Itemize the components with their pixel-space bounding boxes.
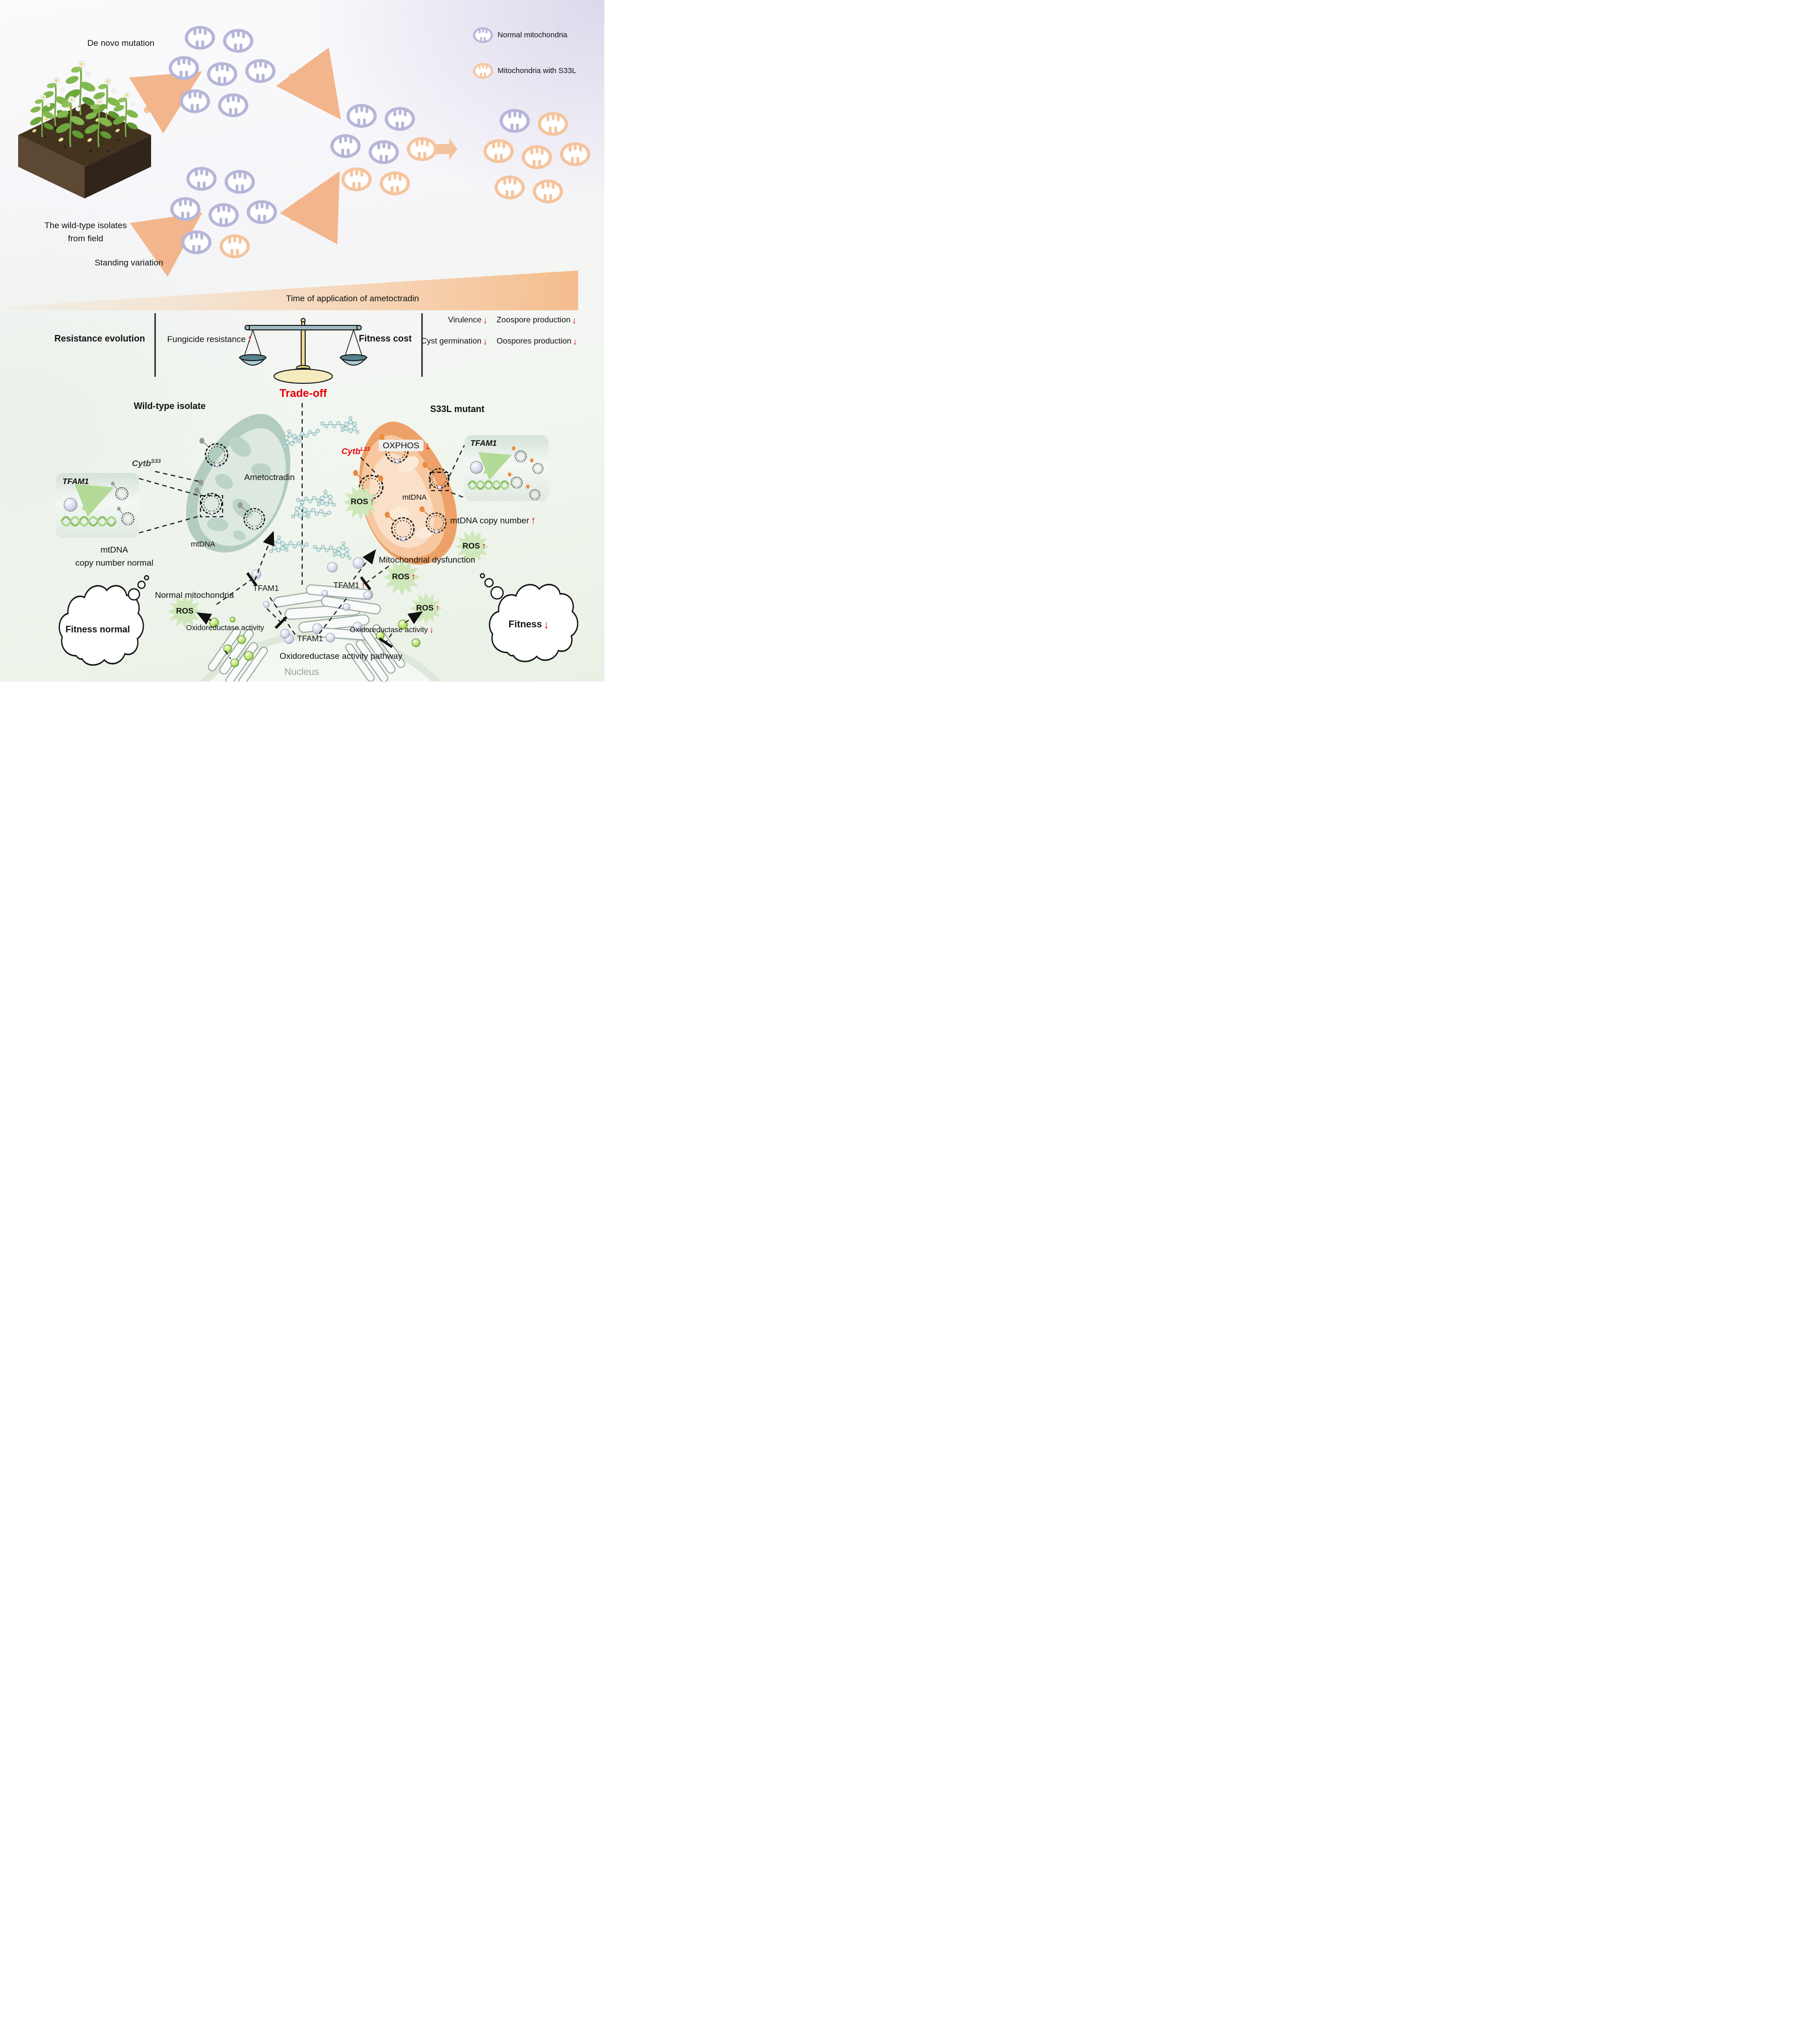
mutant-mtdna-caption bbox=[450, 515, 536, 527]
up-arrow: ↑ bbox=[361, 580, 366, 591]
ros-mutant-right bbox=[462, 541, 486, 552]
cyst-germination-text: Cyst germination bbox=[421, 337, 481, 346]
mitochondrion-icon-s33l bbox=[483, 139, 514, 163]
mitochondrion-icon-s33l bbox=[380, 171, 410, 195]
fungicide-resistance-item bbox=[167, 333, 252, 345]
tfam1-label-mutant bbox=[333, 580, 366, 591]
oxidoreductase-text: Oxidoreductase activity bbox=[350, 625, 428, 634]
ros-mutant-lower bbox=[416, 603, 440, 614]
balance-scale-illustration bbox=[240, 318, 367, 383]
oxidoreductase-activity-left: Oxidoreductase activity bbox=[186, 624, 264, 632]
resistance-evolution-title: Resistance evolution bbox=[54, 333, 146, 344]
cytb-text: Cytb bbox=[132, 458, 151, 468]
mitochondrion-icon bbox=[208, 203, 239, 227]
ros-mutant-bottom bbox=[392, 572, 415, 583]
legend-label-normal: Normal mitochondria bbox=[498, 31, 568, 39]
cytb-s33-label bbox=[132, 458, 161, 468]
zoospore-text: Zoospore production bbox=[497, 316, 571, 325]
standing-variation-label: Standing variation bbox=[94, 258, 164, 267]
fitness-text: Fitness bbox=[508, 619, 542, 630]
mitochondrion-icon bbox=[181, 230, 212, 254]
down-arrow: ↓ bbox=[429, 625, 434, 635]
mitochondrion-icon bbox=[247, 200, 277, 224]
cytb-mutant-text: Cytb bbox=[341, 446, 361, 456]
field-caption-line2: from field bbox=[68, 234, 103, 243]
oxidoreductase-activity-right bbox=[350, 625, 434, 635]
mitochondrion-icon bbox=[225, 170, 255, 193]
mitochondrion-icon-s33l bbox=[407, 137, 437, 161]
normal-mitochondria-caption: Normal mitochondria bbox=[155, 590, 234, 600]
plant-field-illustration bbox=[18, 60, 151, 198]
mitochondrion-icon bbox=[369, 140, 399, 164]
mitochondrial-dysfunction-caption: Mitochondrial dysfunction bbox=[379, 555, 475, 565]
tfam1-text: TFAM1 bbox=[333, 581, 360, 590]
mtdna-copy-number-text: mtDNA copy number bbox=[450, 516, 529, 526]
mitochondrion-icon-s33l bbox=[495, 175, 525, 199]
wild-mtdna-caption-line1: mtDNA bbox=[100, 545, 128, 555]
ros-text: ROS bbox=[416, 603, 434, 612]
tradeoff-label: Trade-off bbox=[279, 387, 327, 399]
down-arrow: ↓ bbox=[483, 336, 487, 347]
fitness-cost-title: Fitness cost bbox=[359, 333, 412, 344]
cytb-l33-label bbox=[341, 446, 370, 456]
figure-canvas bbox=[0, 0, 604, 682]
oxidoreductase-pathway-label: Oxidoreductase activity pathway bbox=[280, 651, 402, 661]
oxphos-item bbox=[379, 439, 431, 452]
up-arrow: ↑ bbox=[370, 497, 375, 508]
field-caption-line1: The wild-type isolates bbox=[44, 221, 127, 230]
up-arrow: ↑ bbox=[435, 603, 440, 614]
wild-mtdna-label: mtDNA bbox=[190, 540, 216, 549]
up-arrow: ↑ bbox=[411, 572, 416, 583]
mitochondrion-icon bbox=[500, 109, 530, 132]
legend-label-s33l: Mitochondria with S33L bbox=[498, 66, 576, 75]
mitochondrion-icon bbox=[223, 29, 253, 52]
up-arrow: ↑ bbox=[481, 541, 486, 552]
down-arrow: ↓ bbox=[573, 336, 578, 347]
mutant-mtdna-label: mtDNA bbox=[402, 493, 427, 502]
ros-text: ROS bbox=[392, 572, 410, 581]
mitochondrion-icon bbox=[245, 59, 275, 83]
oxphos-text: OXPHOS bbox=[379, 440, 424, 452]
mitochondrion-icon-s33l bbox=[341, 167, 372, 191]
de-novo-label: De novo mutation bbox=[87, 38, 155, 48]
cytb-mutant-sup: L33 bbox=[360, 446, 370, 452]
ros-text: ROS bbox=[351, 497, 369, 506]
ros-label-wild: ROS bbox=[176, 606, 194, 616]
mitochondrion-icon bbox=[346, 104, 377, 127]
cluster-mixed bbox=[330, 104, 437, 195]
cluster-standing-variation bbox=[170, 167, 277, 258]
zoospore-item bbox=[497, 315, 577, 326]
down-arrow: ↓ bbox=[543, 618, 549, 631]
wildtype-title: Wild-type isolate bbox=[133, 401, 206, 411]
legend-icon-s33l bbox=[473, 63, 493, 79]
down-arrow: ↓ bbox=[425, 439, 431, 452]
mitochondrion-icon bbox=[330, 134, 361, 158]
mitochondrion-icon-s33l bbox=[220, 234, 250, 258]
mitochondrion-icon-s33l bbox=[560, 142, 590, 166]
fitness-normal-cloud-text: Fitness normal bbox=[65, 624, 130, 635]
cluster-selected bbox=[483, 109, 590, 203]
virulence-item bbox=[448, 315, 487, 326]
oospores-item bbox=[497, 336, 578, 347]
tfam1-nucleus-label: TFAM1 bbox=[297, 635, 323, 643]
ametoctradin-label: Ametoctradin bbox=[244, 472, 295, 482]
mitochondrion-icon bbox=[170, 197, 200, 221]
mutant-title: S33L mutant bbox=[430, 404, 484, 414]
up-arrow: ↑ bbox=[247, 333, 252, 345]
wild-mtdna-caption-line2: copy number normal bbox=[75, 558, 154, 568]
tfam1-label-wild: TFAM1 bbox=[253, 584, 279, 593]
tfam1-box-wild-label: TFAM1 bbox=[62, 478, 89, 486]
up-arrow: ↑ bbox=[530, 515, 536, 526]
ros-text: ROS bbox=[462, 541, 480, 551]
mitochondrion-icon bbox=[385, 107, 415, 130]
cluster-de-novo bbox=[169, 26, 275, 117]
tfam1-box-mutant-label: TFAM1 bbox=[470, 439, 497, 448]
mitochondrion-icon-s33l bbox=[522, 145, 552, 169]
timeline-label: Time of application of ametoctradin bbox=[286, 294, 419, 303]
mitochondrion-icon bbox=[180, 89, 210, 113]
mitochondrion-icon bbox=[186, 167, 217, 190]
nucleus-label: Nucleus bbox=[284, 667, 319, 677]
legend-icon-normal bbox=[473, 27, 493, 43]
mitochondrion-icon bbox=[169, 56, 199, 80]
mitochondrion-icon bbox=[218, 93, 248, 117]
cytb-sup: S33 bbox=[151, 458, 161, 464]
oospores-text: Oospores production bbox=[497, 337, 572, 346]
timeline-wedge bbox=[9, 270, 578, 310]
ros-mutant-left bbox=[351, 497, 374, 508]
mitochondrion-icon-s33l bbox=[538, 112, 568, 135]
down-arrow: ↓ bbox=[483, 315, 487, 325]
mitochondrion-icon bbox=[185, 26, 215, 49]
mitochondrion-icon bbox=[207, 62, 237, 86]
fitness-down-cloud-text bbox=[509, 618, 549, 631]
virulence-text: Virulence bbox=[448, 316, 481, 325]
mitochondrion-icon-s33l bbox=[533, 179, 563, 203]
cyst-germination-item bbox=[421, 336, 487, 347]
fungicide-resistance-text: Fungicide resistance bbox=[167, 334, 246, 344]
down-arrow: ↓ bbox=[572, 315, 577, 325]
